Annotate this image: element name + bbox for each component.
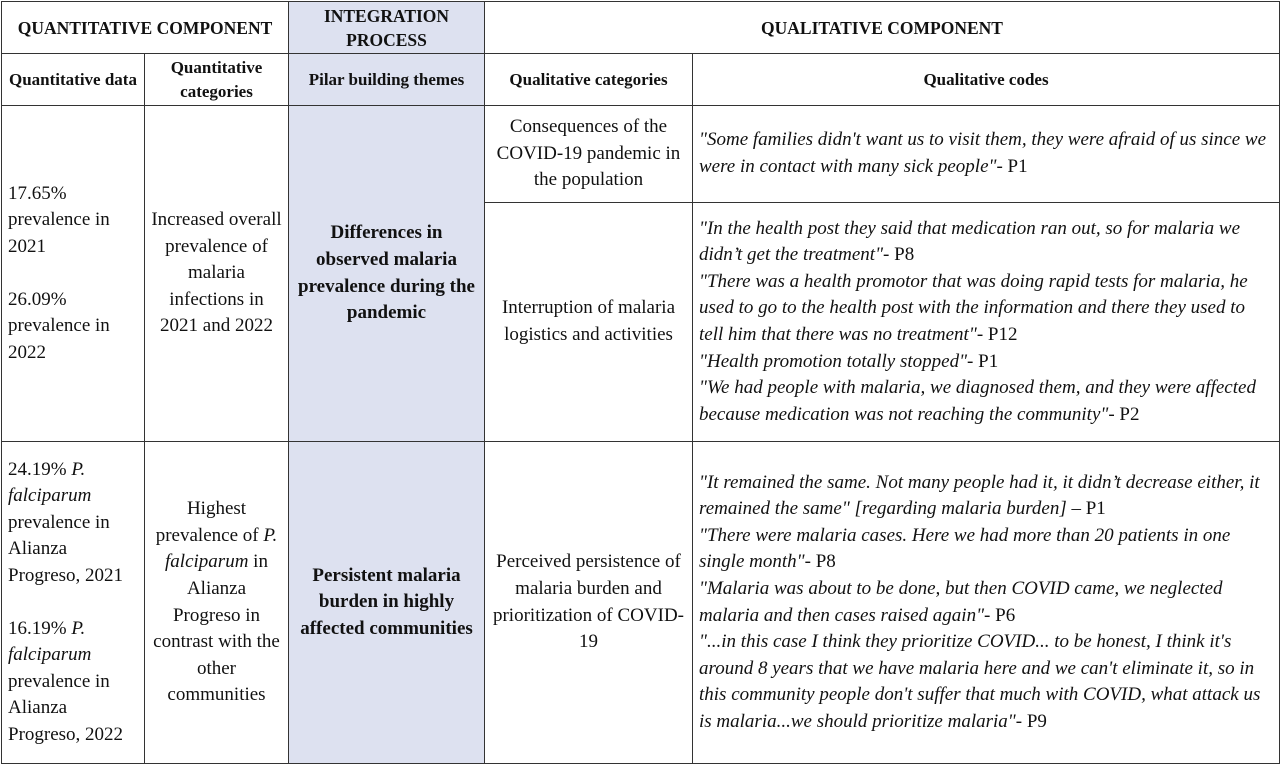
section2-theme: Persistent malaria burden in highly affected communities	[289, 442, 485, 764]
qualitative-component-header: QUALITATIVE COMPONENT	[485, 2, 1280, 54]
quote: "It remained the same. Not many people had it, it didn’t decrease either, it remained the same" [regarding malaria burden] – P1	[699, 471, 1260, 520]
section2-qual-category: Perceived persistence of malaria burden and prioritization of COVID-19	[485, 442, 693, 764]
quote: "In the health post they said that medication ran out, so for malaria we didn’t get the treatment"- P8	[699, 217, 1240, 266]
header-row-sub	[2, 54, 1280, 106]
pilar-building-themes-header: Pilar building themes	[289, 54, 485, 106]
section1-theme: Differences in observed malaria prevalence during the pandemic	[289, 106, 485, 442]
section1-quantitative-category: Increased overall prevalence of malaria infections in 2021 and 2022	[145, 106, 289, 442]
quote: "...in this case I think they prioritize COVID... to be honest, I think it's around 8 years that we have malaria here and we can't eliminate it, so in this community people don't suffer that much with COVID, what attack us is malaria...we should prioritize malaria"- P9	[699, 631, 1261, 732]
section1-qual-category-1: Consequences of the COVID-19 pandemic in the population	[485, 106, 693, 203]
quote: "Health promotion totally stopped"- P1	[699, 350, 999, 372]
section1-row-a	[2, 106, 1280, 203]
integration-process-header: INTEGRATION PROCESS	[289, 2, 485, 54]
quote: "There were malaria cases. Here we had more than 20 patients in one single month"- P8	[699, 524, 1231, 573]
section1-qual-codes-2	[693, 203, 1280, 442]
qualitative-codes-header: Qualitative codes	[693, 54, 1280, 106]
section2-data-2021: 24.19% P. falciparum prevalence in Alianza Progreso, 2021	[8, 458, 124, 586]
quote: "There was a health promotor that was doing rapid tests for malaria, he used to go to the health post with the information and there they used to tell him that there was no treatment"- P12	[699, 270, 1248, 345]
header-row-top	[2, 2, 1280, 54]
quote: "Malaria was about to be done, but then COVID came, we neglected malaria and then cases raised again"- P6	[699, 577, 1223, 626]
quantitative-categories-header: Quantitative categories	[145, 54, 289, 106]
quote: "We had people with malaria, we diagnosed them, and they were affected because medication was not reaching the community"- P2	[699, 377, 1256, 425]
integration-matrix-table	[1, 1, 1280, 764]
qualitative-categories-header: Qualitative categories	[485, 54, 693, 106]
section1-data-2022: 26.09% prevalence in 2022	[8, 288, 110, 363]
section1-data-2021: 17.65% prevalence in 2021	[8, 182, 110, 257]
section2-quantitative-category: Highest prevalence of P. falciparum in Alianza Progreso in contrast with the other communities	[145, 442, 289, 764]
section2-quantitative-data	[2, 442, 145, 764]
quantitative-data-header: Quantitative data	[2, 54, 145, 106]
section2-qual-codes	[693, 442, 1280, 764]
quantitative-component-header: QUANTITATIVE COMPONENT	[2, 2, 289, 54]
quote: "Some families didn't want us to visit them, they were afraid of us since we were in contact with many sick people"- P1	[699, 129, 1267, 177]
section1-qual-category-2: Interruption of malaria logistics and activities	[485, 203, 693, 442]
section2-row	[2, 442, 1280, 764]
section2-data-2022: 16.19% P. falciparum prevalence in Alianza Progreso, 2022	[8, 617, 124, 745]
section1-qual-codes-1	[693, 106, 1280, 203]
section1-quantitative-data	[2, 106, 145, 442]
